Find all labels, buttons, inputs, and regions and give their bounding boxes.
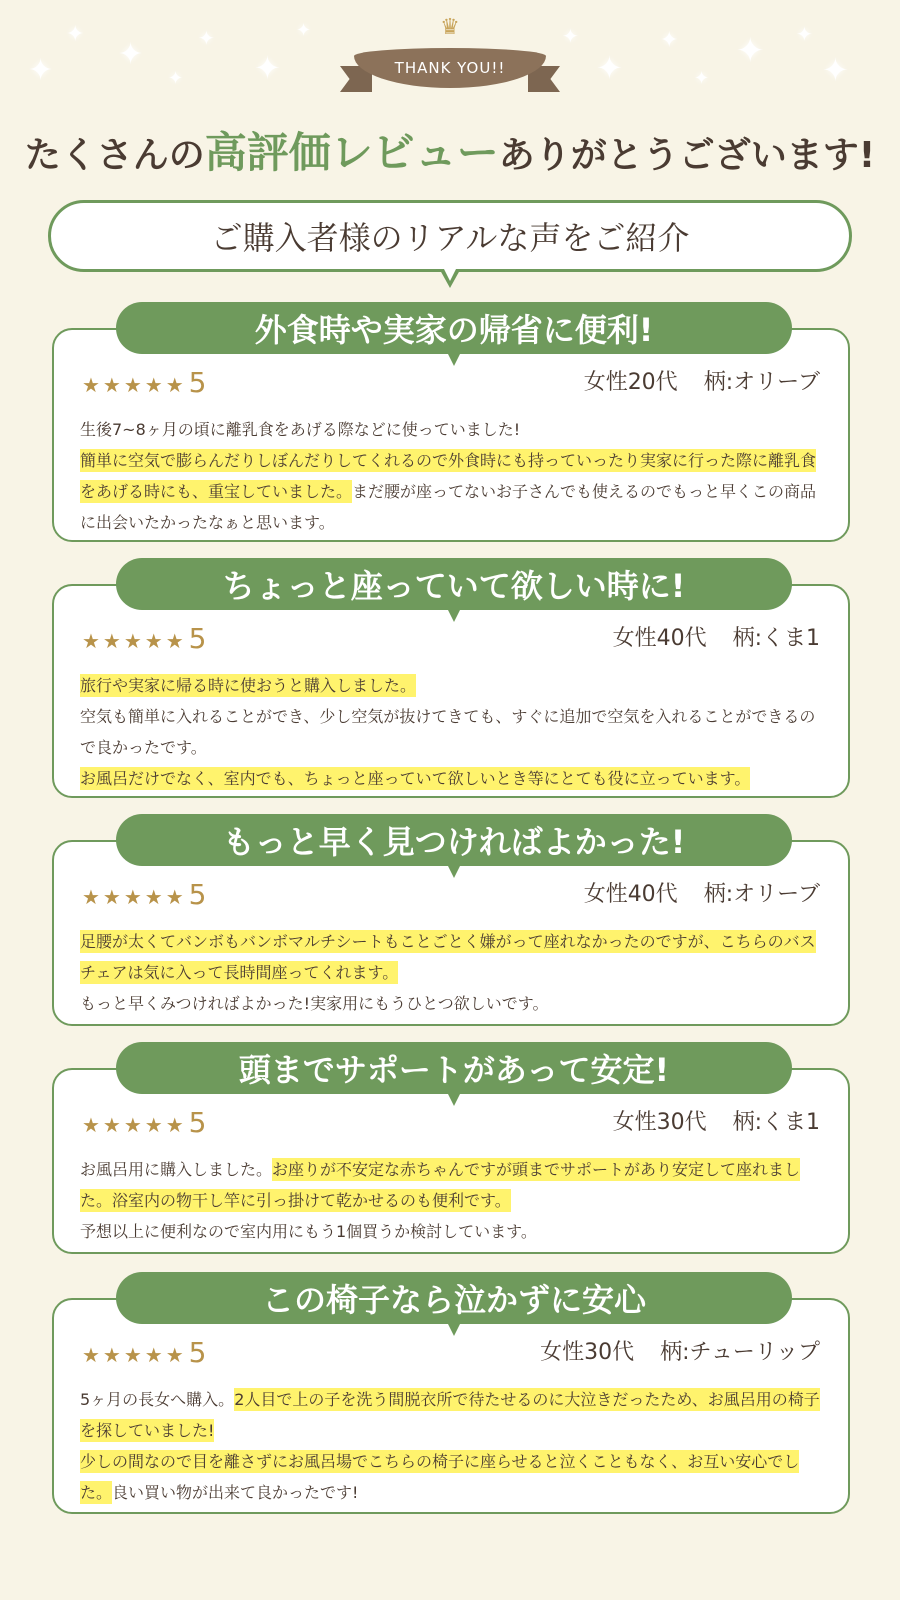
rating-value: 5: [188, 622, 207, 655]
intro-bubble-tail: [440, 270, 460, 288]
sparkle-icon: ✦: [796, 22, 813, 46]
crown-icon: ♛: [440, 15, 460, 40]
reviewer-info: [584, 366, 820, 400]
review-title: 外食時や実家の帰省に便利!: [116, 302, 792, 354]
intro-text: ご購入者様のリアルな声をご紹介: [210, 219, 690, 257]
stars-icon: ★★★★★: [82, 1113, 187, 1137]
review-text: まだ腰が座ってないお子さんでも使えるのでもっと早くこの商品に出会いたかったなぁと思います。: [80, 482, 817, 532]
review-meta: [82, 1336, 820, 1370]
review-highlight: 簡単に空気で膨らんだりしぼんだりしてくれるので外食時にも持っていったり実家に行った際に離乳食をあげる時にも、重宝していました。: [80, 451, 817, 501]
headline-highlight: 高評価レビュー: [204, 128, 499, 177]
star-rating: [82, 366, 206, 402]
sparkle-icon: ✦: [822, 51, 849, 89]
reviewer-info: [613, 1106, 820, 1140]
review-text: 良い買い物が出来て良かったです!: [112, 1483, 359, 1502]
review-meta: [82, 1106, 820, 1140]
reviewer-info: [584, 878, 820, 912]
review-card: [52, 311, 850, 542]
review-body: [80, 670, 824, 794]
reviewer-gender-age: 女性40代: [583, 882, 678, 907]
review-line: [80, 1446, 824, 1508]
reviewer-info: [540, 1336, 820, 1370]
thank-you-ribbon: [340, 15, 560, 104]
review-line: [80, 670, 824, 701]
reviewer-pattern: 柄:くま1: [732, 626, 820, 651]
review-highlight: 旅行や実家に帰る時に使おうと購入しました。: [80, 676, 417, 695]
review-meta: [82, 622, 820, 656]
star-rating: [82, 878, 206, 914]
reviewer-gender-age: 女性30代: [612, 1110, 707, 1135]
reviewer-pattern: 柄:チューリップ: [660, 1340, 820, 1365]
page-headline: [0, 120, 900, 180]
review-text: お風呂用に購入しました。: [80, 1160, 273, 1179]
review-line: [80, 1216, 824, 1247]
review-title: ちょっと座っていて欲しい時に!: [116, 558, 792, 610]
review-text: 生後7~8ヶ月の頃に離乳食をあげる際などに使っていました!: [80, 420, 521, 439]
review-body: [80, 414, 824, 538]
reviewer-gender-age: 女性40代: [612, 626, 707, 651]
review-meta: [82, 878, 820, 912]
sparkle-icon: ✦: [596, 49, 623, 87]
review-body: [80, 1154, 824, 1247]
review-line: [80, 926, 824, 988]
sparkle-icon: ✦: [254, 49, 281, 87]
review-line: [80, 1384, 824, 1446]
sparkle-icon: ✦: [562, 24, 579, 48]
sparkle-icon: ✦: [660, 28, 679, 53]
reviewer-pattern: 柄:くま1: [732, 1110, 820, 1135]
review-card: [52, 823, 850, 1026]
stars-icon: ★★★★★: [82, 373, 187, 397]
stars-icon: ★★★★★: [82, 629, 187, 653]
review-text: もっと早くみつければよかった!実家用にもうひとつ欲しいです。: [80, 994, 549, 1013]
stars-icon: ★★★★★: [82, 885, 187, 909]
sparkle-icon: ✦: [198, 26, 215, 50]
review-meta: [82, 366, 820, 400]
review-line: [80, 701, 824, 763]
star-rating: [82, 622, 206, 658]
sparkle-icon: ✦: [296, 20, 312, 41]
reviewer-pattern: 柄:オリーブ: [703, 370, 820, 395]
reviewer-pattern: 柄:オリーブ: [703, 882, 820, 907]
review-text: 空気も簡単に入れることができ、少し空気が抜けてきても、すぐに追加で空気を入れることができるので良かったです。: [80, 707, 816, 757]
review-card: [52, 1281, 850, 1514]
sparkle-icon: ✦: [66, 22, 85, 47]
reviewer-gender-age: 女性20代: [583, 370, 678, 395]
rating-value: 5: [188, 366, 207, 399]
review-card: [52, 1051, 850, 1254]
sparkle-icon: ✦: [118, 37, 144, 72]
headline-before: たくさんの: [24, 135, 205, 176]
review-line: [80, 763, 824, 794]
review-highlight: お座りが不安定な赤ちゃんですが頭までサポートがあり安定して座れました。浴室内の物干し竿に引っ掛けて乾かせるのも便利です。: [80, 1160, 801, 1210]
review-text: 5ヶ月の長女へ購入。: [80, 1390, 235, 1409]
review-text: 予想以上に便利なので室内用にもう1個買うか検討しています。: [80, 1222, 537, 1241]
sparkle-icon: ✦: [736, 31, 765, 71]
sparkle-icon: ✦: [694, 68, 710, 89]
review-title: もっと早く見つければよかった!: [116, 814, 792, 866]
reviewer-info: [613, 622, 820, 656]
rating-value: 5: [188, 1106, 207, 1139]
sparkle-icon: ✦: [168, 68, 184, 89]
review-highlight: 足腰が太くてバンボもバンボマルチシートもことごとく嫌がって座れなかったのですが、こちらのバスチェアは気に入って長時間座ってくれます。: [80, 932, 816, 982]
review-body: [80, 926, 824, 1019]
intro-bubble: [48, 200, 852, 272]
review-title: この椅子なら泣かずに安心: [116, 1272, 792, 1324]
review-title: 頭までサポートがあって安定!: [116, 1042, 792, 1094]
stars-icon: ★★★★★: [82, 1343, 187, 1367]
headline-after: ありがとうございます!: [498, 135, 876, 176]
review-highlight: 少しの間なので目を離さずにお風呂場でこちらの椅子に座らせると泣くこともなく、お互い安心でした。: [80, 1452, 800, 1502]
rating-value: 5: [188, 878, 207, 911]
review-body: [80, 1384, 824, 1508]
review-highlight: お風呂だけでなく、室内でも、ちょっと座っていて欲しいとき等にとても役に立っています。: [80, 769, 751, 788]
review-line: [80, 445, 824, 538]
sparkle-icon: ✦: [28, 53, 54, 88]
star-rating: [82, 1106, 206, 1142]
rating-value: 5: [188, 1336, 207, 1369]
reviewer-gender-age: 女性30代: [540, 1340, 635, 1365]
star-rating: [82, 1336, 206, 1372]
review-highlight: 2人目で上の子を洗う間脱衣所で待たせるのに大泣きだったため、お風呂用の椅子を探していました!: [80, 1390, 820, 1440]
review-line: [80, 988, 824, 1019]
review-line: [80, 414, 824, 445]
ribbon-text: THANK YOU!!: [354, 48, 546, 88]
review-card: [52, 567, 850, 798]
review-line: [80, 1154, 824, 1216]
